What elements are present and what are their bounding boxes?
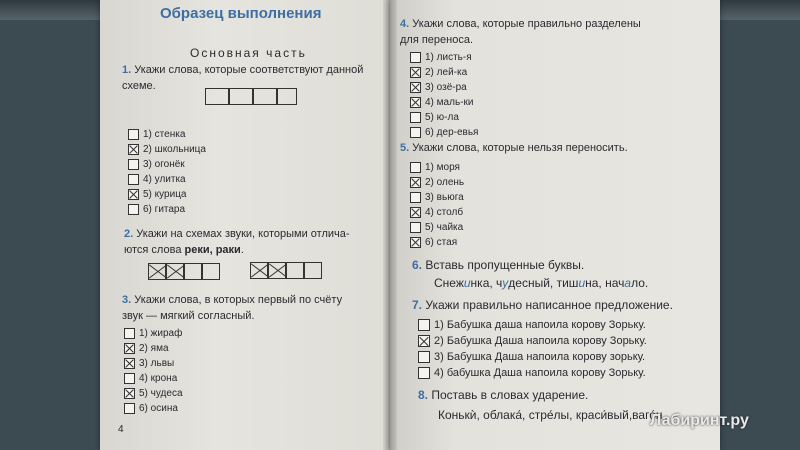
checkbox[interactable] xyxy=(128,159,139,170)
checkbox[interactable] xyxy=(124,328,135,339)
q1-options xyxy=(128,127,206,217)
right-page xyxy=(390,0,720,450)
question-text-line2: ются слова реки, раки. xyxy=(124,244,244,256)
checkbox[interactable] xyxy=(410,222,421,233)
page-header: Образец выполнения xyxy=(160,5,322,22)
scheme-box xyxy=(184,263,202,280)
question-number: 1. xyxy=(122,64,132,76)
checkbox[interactable] xyxy=(410,82,421,93)
option[interactable]: 6) дер-евья xyxy=(410,125,478,140)
checkbox[interactable] xyxy=(128,144,139,155)
option[interactable]: 5) ю-ла xyxy=(410,110,478,125)
checkbox[interactable] xyxy=(410,237,421,248)
option[interactable]: 6) стая xyxy=(410,235,464,250)
question-text-line2: схеме. xyxy=(122,80,156,92)
q7-options xyxy=(418,317,647,381)
checkbox[interactable] xyxy=(418,367,430,379)
checkbox[interactable] xyxy=(124,343,135,354)
scheme-box xyxy=(148,263,166,280)
question-2: 2. Укажи на схемах звуки, которыми отлича- xyxy=(124,228,350,240)
section-subheader: Основная часть xyxy=(190,46,307,60)
option[interactable]: 1) листь-я xyxy=(410,50,478,65)
option[interactable]: 5) чудеса xyxy=(124,386,183,401)
question-8: 8. Поставь в словах ударение. xyxy=(418,388,589,402)
scheme-box xyxy=(229,88,253,105)
scheme-box xyxy=(304,262,322,279)
option[interactable]: 1) жираф xyxy=(124,326,183,341)
watermark: Лабиринт.ру xyxy=(650,412,749,429)
checkbox[interactable] xyxy=(410,192,421,203)
checkbox[interactable] xyxy=(124,373,135,384)
checkbox[interactable] xyxy=(124,358,135,369)
checkbox[interactable] xyxy=(418,319,430,331)
left-page xyxy=(100,0,396,450)
question-7: 7. Укажи правильно написанное предложение. xyxy=(412,298,673,312)
sound-scheme-reki xyxy=(148,263,220,280)
question-3: 3. Укажи слова, в которых первый по счёту xyxy=(122,294,343,306)
checkbox[interactable] xyxy=(410,97,421,108)
question-text: Укажи слова, которые соответствуют данной xyxy=(134,64,364,76)
checkbox[interactable] xyxy=(124,403,135,414)
word-scheme xyxy=(205,88,297,105)
checkbox[interactable] xyxy=(418,335,430,347)
option[interactable]: 6) осина xyxy=(124,401,183,416)
option[interactable]: 3) огонёк xyxy=(128,157,206,172)
question-text-line2: звук — мягкий согласный. xyxy=(122,310,255,322)
option[interactable]: 1) моря xyxy=(410,160,464,175)
q8-words: Конькѝ, облака́, стре́лы, краси́вый,ваго́н. xyxy=(438,408,666,422)
option[interactable]: 1) Бабушка даша напоила корову Зорьку. xyxy=(418,317,647,333)
option[interactable]: 4) бабушка Даша напоила корову Зорьку. xyxy=(418,365,647,381)
checkbox[interactable] xyxy=(128,129,139,140)
option[interactable]: 2) Бабушка Даша напоила корову Зорьку. xyxy=(418,333,647,349)
scheme-box xyxy=(277,88,297,105)
question-5: 5. Укажи слова, которые нельзя переносить. xyxy=(400,142,628,154)
checkbox[interactable] xyxy=(410,207,421,218)
option[interactable]: 2) олень xyxy=(410,175,464,190)
question-text-line2: для переноса. xyxy=(400,34,474,46)
checkbox[interactable] xyxy=(410,112,421,123)
option[interactable]: 1) стенка xyxy=(128,127,206,142)
question-1 xyxy=(122,64,363,76)
checkbox[interactable] xyxy=(410,52,421,63)
checkbox[interactable] xyxy=(128,189,139,200)
sound-scheme-raki xyxy=(250,262,322,279)
option[interactable]: 5) курица xyxy=(128,187,206,202)
checkbox[interactable] xyxy=(418,351,430,363)
question-6: 6. Вставь пропущенные буквы. xyxy=(412,258,585,272)
page-number: 4 xyxy=(118,424,124,435)
q3-options xyxy=(124,326,183,416)
option[interactable]: 3) вьюга xyxy=(410,190,464,205)
q6-words: Снежинка, чудесный, тишина, начало. xyxy=(434,276,649,290)
scheme-box xyxy=(268,262,286,279)
option[interactable]: 3) озё-ра xyxy=(410,80,478,95)
checkbox[interactable] xyxy=(410,127,421,138)
checkbox[interactable] xyxy=(128,174,139,185)
option[interactable]: 3) львы xyxy=(124,356,183,371)
option[interactable]: 3) Бабушка Даша напоила корову зорьку. xyxy=(418,349,647,365)
scheme-box xyxy=(250,262,268,279)
q5-options xyxy=(410,160,464,250)
scheme-box xyxy=(286,262,304,279)
scheme-box xyxy=(202,263,220,280)
option[interactable]: 2) школьница xyxy=(128,142,206,157)
option[interactable]: 4) маль-ки xyxy=(410,95,478,110)
scheme-box xyxy=(166,263,184,280)
q4-options xyxy=(410,50,478,140)
question-4: 4. Укажи слова, которые правильно разделены xyxy=(400,18,641,30)
option[interactable]: 4) улитка xyxy=(128,172,206,187)
option[interactable]: 4) столб xyxy=(410,205,464,220)
option[interactable]: 5) чайка xyxy=(410,220,464,235)
scheme-box xyxy=(205,88,229,105)
checkbox[interactable] xyxy=(128,204,139,215)
book-spine xyxy=(383,0,397,450)
option[interactable]: 6) гитара xyxy=(128,202,206,217)
checkbox[interactable] xyxy=(410,162,421,173)
checkbox[interactable] xyxy=(410,67,421,78)
checkbox[interactable] xyxy=(410,177,421,188)
option[interactable]: 2) яма xyxy=(124,341,183,356)
option[interactable]: 2) лей-ка xyxy=(410,65,478,80)
scheme-box xyxy=(253,88,277,105)
option[interactable]: 4) крона xyxy=(124,371,183,386)
checkbox[interactable] xyxy=(124,388,135,399)
